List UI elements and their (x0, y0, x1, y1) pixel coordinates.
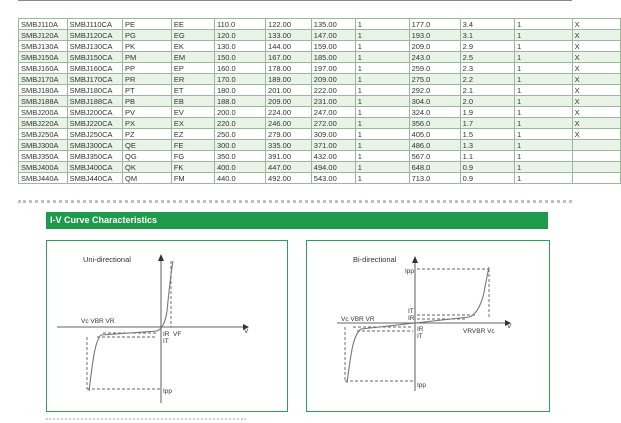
table-cell: 1 (514, 85, 572, 96)
table-cell: 193.0 (409, 30, 460, 41)
table-cell: SMBJ220A (19, 118, 68, 129)
table-row (19, 140, 621, 151)
uni-directional-iv-chart (47, 241, 287, 411)
table-cell: 0.9 (460, 173, 514, 184)
table-cell: 432.00 (311, 151, 355, 162)
table-cell: 177.0 (409, 19, 460, 30)
table-cell: 133.00 (266, 30, 312, 41)
table-cell: 259.0 (409, 63, 460, 74)
table-cell: X (572, 107, 620, 118)
table-row (19, 96, 621, 107)
table-cell: EB (171, 96, 214, 107)
table-cell: PE (123, 19, 172, 30)
section-divider (18, 200, 572, 203)
table-cell: X (572, 85, 620, 96)
table-cell: 350.0 (214, 151, 265, 162)
table-cell: 1 (514, 151, 572, 162)
table-cell: SMBJ440A (19, 173, 68, 184)
table-cell: 1 (355, 129, 409, 140)
table-cell: X (572, 74, 620, 85)
table-cell: SMBJ350A (19, 151, 68, 162)
table-cell: 2.1 (460, 85, 514, 96)
table-cell: 209.00 (311, 74, 355, 85)
table-cell: EG (171, 30, 214, 41)
table-cell: SMBJ300CA (67, 140, 122, 151)
table-cell: PM (123, 52, 172, 63)
table-cell: EK (171, 41, 214, 52)
table-cell: 1 (355, 19, 409, 30)
iv-curve (89, 261, 173, 391)
table-cell: 122.00 (266, 19, 312, 30)
section-header: I-V Curve Characteristics (46, 212, 548, 229)
table-cell: 135.00 (311, 19, 355, 30)
uni-directional-title: Uni-directional (83, 255, 131, 264)
top-rule (18, 0, 572, 1)
table-cell: 440.0 (214, 173, 265, 184)
table-cell: SMBJ188CA (67, 96, 122, 107)
table-cell: 1.9 (460, 107, 514, 118)
table-cell: 197.00 (311, 63, 355, 74)
table-cell: 1 (355, 74, 409, 85)
table-cell: SMBJ120A (19, 30, 68, 41)
table-row (19, 52, 621, 63)
table-cell: SMBJ130CA (67, 41, 122, 52)
table-row (19, 118, 621, 129)
table-cell: 1 (514, 41, 572, 52)
table-cell: 1 (355, 140, 409, 151)
label-ipp: Ipp (163, 388, 173, 395)
label-ir-bottom: IR (417, 326, 424, 333)
table-cell: PZ (123, 129, 172, 140)
table-row (19, 74, 621, 85)
table-row (19, 41, 621, 52)
table-cell: SMBJ188A (19, 96, 68, 107)
table-cell: 188.0 (214, 96, 265, 107)
table-cell: 247.00 (311, 107, 355, 118)
table-cell: SMBJ180CA (67, 85, 122, 96)
table-cell: PX (123, 118, 172, 129)
table-cell: 224.00 (266, 107, 312, 118)
table-row (19, 129, 621, 140)
table-cell: X (572, 41, 620, 52)
table-cell: FM (171, 173, 214, 184)
table-cell: 292.0 (409, 85, 460, 96)
table-cell: 486.0 (409, 140, 460, 151)
table-cell: 144.00 (266, 41, 312, 52)
spec-table-body (19, 19, 621, 184)
table-cell: X (572, 30, 620, 41)
table-cell: QM (123, 173, 172, 184)
table-cell: FG (171, 151, 214, 162)
table-cell: 447.00 (266, 162, 312, 173)
label-ir-top: IR (408, 315, 415, 322)
table-cell (572, 151, 620, 162)
table-cell: 231.00 (311, 96, 355, 107)
table-cell: 1 (514, 63, 572, 74)
table-cell: 0.9 (460, 162, 514, 173)
table-cell: SMBJ180A (19, 85, 68, 96)
table-cell: 1 (355, 30, 409, 41)
table-cell: SMBJ160CA (67, 63, 122, 74)
table-cell: SMBJ220CA (67, 118, 122, 129)
table-cell: PP (123, 63, 172, 74)
table-cell: 1.7 (460, 118, 514, 129)
bottom-dotted-rule (46, 418, 246, 420)
table-cell: SMBJ300A (19, 140, 68, 151)
table-cell: 279.00 (266, 129, 312, 140)
table-cell: 1 (355, 107, 409, 118)
table-cell: 543.00 (311, 173, 355, 184)
label-ipp-top: Ipp (405, 268, 415, 275)
table-cell: 243.0 (409, 52, 460, 63)
label-v-axis: V (507, 323, 512, 330)
table-cell: 275.0 (409, 74, 460, 85)
label-it-bottom: IT (417, 333, 423, 340)
label-v-axis: V (244, 328, 249, 335)
table-cell: SMBJ170CA (67, 74, 122, 85)
table-cell: 304.0 (409, 96, 460, 107)
table-row (19, 151, 621, 162)
label-vc-vbr-vr: Vc VBR VR (81, 318, 115, 325)
table-cell: 1 (514, 107, 572, 118)
table-row (19, 30, 621, 41)
table-cell: X (572, 96, 620, 107)
table-cell: 1 (514, 96, 572, 107)
table-cell: 1 (355, 96, 409, 107)
table-cell: 189.00 (266, 74, 312, 85)
table-cell: 110.0 (214, 19, 265, 30)
table-cell: 220.0 (214, 118, 265, 129)
table-cell: 1 (355, 118, 409, 129)
table-cell: 1 (355, 41, 409, 52)
iv-curve (347, 267, 489, 383)
table-cell: X (572, 63, 620, 74)
label-it: IT (163, 338, 169, 345)
label-vf: VF (173, 331, 182, 338)
table-cell: SMBJ250A (19, 129, 68, 140)
table-cell: EZ (171, 129, 214, 140)
table-cell: SMBJ110A (19, 19, 68, 30)
table-cell: SMBJ120CA (67, 30, 122, 41)
table-cell: 2.9 (460, 41, 514, 52)
y-axis-arrow-icon (158, 254, 164, 261)
table-cell: 1 (355, 85, 409, 96)
table-cell: 1 (355, 63, 409, 74)
table-cell: SMBJ150A (19, 52, 68, 63)
table-row (19, 85, 621, 96)
table-cell: SMBJ110CA (67, 19, 122, 30)
table-cell: 1 (355, 173, 409, 184)
table-cell: 400.0 (214, 162, 265, 173)
table-cell: 147.00 (311, 30, 355, 41)
table-cell (572, 173, 620, 184)
table-cell: 201.00 (266, 85, 312, 96)
table-cell: 159.00 (311, 41, 355, 52)
bi-directional-panel (306, 240, 550, 412)
label-ir: IR (163, 331, 170, 338)
table-cell (572, 162, 620, 173)
table-cell: 1.3 (460, 140, 514, 151)
table-row (19, 162, 621, 173)
table-cell: 2.2 (460, 74, 514, 85)
table-cell: 391.00 (266, 151, 312, 162)
table-cell: 185.00 (311, 52, 355, 63)
table-cell: 371.00 (311, 140, 355, 151)
table-cell: 1.5 (460, 129, 514, 140)
table-cell: 222.00 (311, 85, 355, 96)
bi-directional-title: Bi-directional (353, 255, 397, 264)
table-cell: 2.0 (460, 96, 514, 107)
table-row (19, 107, 621, 118)
table-cell: SMBJ200CA (67, 107, 122, 118)
spec-table (18, 18, 621, 184)
table-cell: SMBJ160A (19, 63, 68, 74)
table-cell: 246.00 (266, 118, 312, 129)
table-cell: 120.0 (214, 30, 265, 41)
table-cell: 1 (514, 173, 572, 184)
table-cell: 309.00 (311, 129, 355, 140)
table-cell: 130.0 (214, 41, 265, 52)
table-cell: 170.0 (214, 74, 265, 85)
table-cell: 160.0 (214, 63, 265, 74)
table-cell: X (572, 129, 620, 140)
table-cell: 405.0 (409, 129, 460, 140)
bi-directional-iv-chart (307, 241, 549, 411)
table-cell: EV (171, 107, 214, 118)
label-vr-vbr-vc-right: VRVBR Vc (463, 328, 495, 335)
table-cell: 1 (514, 140, 572, 151)
label-it-top: IT (408, 308, 414, 315)
table-cell: 209.00 (266, 96, 312, 107)
table-cell: SMBJ400A (19, 162, 68, 173)
table-cell: 713.0 (409, 173, 460, 184)
table-cell: 167.00 (266, 52, 312, 63)
table-cell: EX (171, 118, 214, 129)
table-cell: 1 (355, 151, 409, 162)
table-cell: SMBJ440CA (67, 173, 122, 184)
table-cell: 1 (514, 52, 572, 63)
table-cell: QK (123, 162, 172, 173)
table-cell: ET (171, 85, 214, 96)
table-cell: 1 (355, 52, 409, 63)
table-cell: SMBJ200A (19, 107, 68, 118)
table-cell: SMBJ400CA (67, 162, 122, 173)
table-cell: EM (171, 52, 214, 63)
table-cell: 209.0 (409, 41, 460, 52)
table-cell: 494.00 (311, 162, 355, 173)
table-cell: 272.00 (311, 118, 355, 129)
table-cell: 567.0 (409, 151, 460, 162)
table-cell: 200.0 (214, 107, 265, 118)
table-cell: EE (171, 19, 214, 30)
table-cell: 150.0 (214, 52, 265, 63)
table-cell: PV (123, 107, 172, 118)
table-cell: 1 (355, 162, 409, 173)
table-cell: EP (171, 63, 214, 74)
y-axis-arrow-icon (412, 256, 418, 263)
table-cell: PK (123, 41, 172, 52)
table-cell: 324.0 (409, 107, 460, 118)
table-cell: QG (123, 151, 172, 162)
table-cell: 3.1 (460, 30, 514, 41)
table-cell: FK (171, 162, 214, 173)
table-cell: 335.00 (266, 140, 312, 151)
table-cell: PG (123, 30, 172, 41)
table-cell: 356.0 (409, 118, 460, 129)
table-cell: 2.5 (460, 52, 514, 63)
table-cell: SMBJ150CA (67, 52, 122, 63)
table-cell: ER (171, 74, 214, 85)
table-cell: SMBJ350CA (67, 151, 122, 162)
table-cell: 492.00 (266, 173, 312, 184)
table-cell: X (572, 19, 620, 30)
table-cell: 1 (514, 162, 572, 173)
table-cell: 1 (514, 19, 572, 30)
table-row (19, 63, 621, 74)
table-cell: 1.1 (460, 151, 514, 162)
table-cell: QE (123, 140, 172, 151)
table-cell (572, 140, 620, 151)
table-cell: 250.0 (214, 129, 265, 140)
table-cell: PT (123, 85, 172, 96)
table-cell: FE (171, 140, 214, 151)
label-vc-vbr-vr-left: Vc VBR VR (341, 316, 375, 323)
uni-directional-panel (46, 240, 288, 412)
table-row (19, 19, 621, 30)
table-cell: 1 (514, 30, 572, 41)
table-cell: SMBJ170A (19, 74, 68, 85)
table-cell: 3.4 (460, 19, 514, 30)
table-cell: 180.0 (214, 85, 265, 96)
table-cell: X (572, 52, 620, 63)
table-cell: SMBJ130A (19, 41, 68, 52)
table-cell: 648.0 (409, 162, 460, 173)
table-cell: 1 (514, 74, 572, 85)
table-cell: SMBJ250CA (67, 129, 122, 140)
table-cell: X (572, 118, 620, 129)
table-cell: 1 (514, 118, 572, 129)
table-cell: 178.00 (266, 63, 312, 74)
table-cell: 1 (514, 129, 572, 140)
table-cell: 2.3 (460, 63, 514, 74)
table-cell: PB (123, 96, 172, 107)
label-ipp-bottom: Ipp (417, 382, 427, 389)
table-cell: PR (123, 74, 172, 85)
table-cell: 300.0 (214, 140, 265, 151)
table-row (19, 173, 621, 184)
